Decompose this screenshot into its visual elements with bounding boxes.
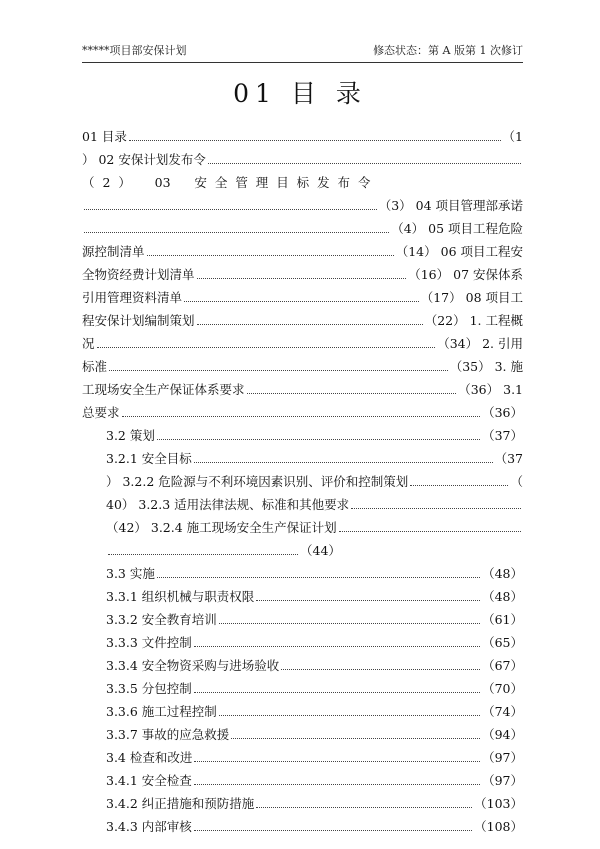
toc-page-number: （48） (482, 566, 523, 581)
toc-line[interactable] (82, 194, 523, 217)
toc-page-number: （16） 07 安保体系 (408, 267, 523, 282)
toc-entry-text: 3.2.1 安全目标 (106, 451, 192, 466)
dot-leader (109, 369, 448, 371)
dot-leader (194, 783, 480, 785)
dot-leader (208, 162, 521, 164)
dot-leader (157, 438, 480, 440)
toc-line[interactable] (82, 286, 523, 309)
dot-leader (219, 622, 480, 624)
toc-line[interactable] (82, 332, 523, 355)
toc-page-number: （44） (300, 543, 341, 558)
dot-leader (157, 576, 480, 578)
toc-line[interactable] (82, 631, 523, 654)
toc-line[interactable] (82, 585, 523, 608)
toc-entry-text: 40） 3.2.3 适用法律法规、标准和其他要求 (106, 497, 350, 512)
toc-page-number: （3） 04 项目管理部承诺 (378, 198, 523, 213)
toc-page-number: （48） (482, 589, 523, 604)
toc-page-number: （ (510, 474, 523, 489)
toc-page-number: （65） (482, 635, 523, 650)
toc-page-number: （97） (482, 750, 523, 765)
toc-line[interactable] (82, 424, 523, 447)
dot-leader (231, 737, 480, 739)
toc-line[interactable] (82, 378, 523, 401)
toc-page-number: （36） (482, 405, 523, 420)
toc-line[interactable] (82, 240, 523, 263)
toc-entry-text: 3.4 检查和改进 (106, 750, 193, 765)
dot-leader (219, 714, 480, 716)
toc-line[interactable] (82, 723, 523, 746)
toc-line[interactable] (82, 677, 523, 700)
dot-leader (194, 829, 472, 831)
toc-page-number: （17） 08 项目工 (420, 290, 523, 305)
toc-entry-text: 3.3.1 组织机械与职责权限 (106, 589, 255, 604)
toc-entry-text: 全物资经费计划清单 (82, 267, 195, 282)
toc-entry-text: 3.3.7 事故的应急救援 (106, 727, 230, 742)
toc-page-number: （14） 06 项目工程安 (395, 244, 523, 259)
toc-entry-text: 3.3 实施 (106, 566, 155, 581)
dot-leader (147, 254, 394, 256)
toc-line[interactable] (82, 562, 523, 585)
toc-line[interactable] (82, 539, 523, 562)
toc-entry-text: 总要求 (82, 405, 120, 420)
toc-line[interactable] (82, 700, 523, 723)
dot-leader (197, 277, 407, 279)
dot-leader (410, 484, 508, 486)
header-project-name: *****项目部安保计划 (82, 44, 187, 57)
header-revision-status: 修态状态：第 A 版第 1 次修订 (373, 44, 523, 57)
toc-line[interactable] (82, 401, 523, 424)
toc-entry-text: 3.4.2 纠正措施和预防措施 (106, 796, 255, 811)
toc-line[interactable] (82, 815, 523, 838)
toc-page-number: （74） (482, 704, 523, 719)
dot-leader (281, 668, 480, 670)
toc-page-number: （4） 05 项目工程危险 (391, 221, 523, 236)
dot-leader (339, 530, 521, 532)
toc-entry-text: 3.3.2 安全教育培训 (106, 612, 217, 627)
toc-line[interactable] (82, 309, 523, 332)
toc-entry-text: 3.4.3 内部审核 (106, 819, 192, 834)
dot-leader (197, 323, 423, 325)
toc-line[interactable] (82, 516, 523, 539)
toc-line[interactable] (82, 792, 523, 815)
toc-entry-text: 3.3.3 文件控制 (106, 635, 192, 650)
dot-leader (256, 806, 472, 808)
toc-entry-text: 01 目录 (82, 129, 127, 144)
dot-leader (247, 392, 457, 394)
dot-leader (108, 553, 298, 555)
toc-entry-text: 工现场安全生产保证体系要求 (82, 382, 245, 397)
toc-page-number: （108） (474, 819, 523, 834)
toc-entry-text: 况 (82, 336, 95, 351)
dot-leader (129, 139, 501, 141)
toc-line[interactable] (82, 148, 523, 171)
page-header (82, 40, 523, 63)
toc-page-number: （94） (482, 727, 523, 742)
toc-page-number: （37 (494, 451, 523, 466)
toc-line[interactable] (82, 171, 523, 194)
dot-leader (184, 300, 419, 302)
toc-page-number: （97） (482, 773, 523, 788)
toc-entry-text: （ 2 ） 03 安 全 管 理 目 标 发 布 令 (82, 175, 371, 190)
toc-entry-text: 源控制清单 (82, 244, 145, 259)
toc-page-number: （1 (502, 129, 523, 144)
toc-entry-text: 3.4.1 安全检查 (106, 773, 192, 788)
toc-page-number: （22） 1. 工程概 (424, 313, 523, 328)
toc-page-number: （61） (482, 612, 523, 627)
toc-line[interactable] (82, 217, 523, 240)
toc-entry-text: ） 02 安保计划发布令 (82, 152, 206, 167)
dot-leader (84, 231, 389, 233)
toc-line[interactable] (82, 769, 523, 792)
dot-leader (194, 691, 480, 693)
toc-entry-text: 3.3.6 施工过程控制 (106, 704, 217, 719)
toc-page-number: （35） 3. 施 (449, 359, 523, 374)
toc-line[interactable] (82, 746, 523, 769)
toc-page-number: （34） 2. 引用 (437, 336, 523, 351)
toc-line[interactable] (82, 125, 523, 148)
toc-entry-text: 3.3.4 安全物资采购与进场验收 (106, 658, 280, 673)
toc-entry-text: （42） 3.2.4 施工现场安全生产保证计划 (106, 520, 337, 535)
toc-entry-text: 标准 (82, 359, 108, 374)
toc-line[interactable] (82, 493, 523, 516)
toc-entry-text: 引用管理资料清单 (82, 290, 183, 305)
toc-line[interactable] (82, 654, 523, 677)
dot-leader (84, 208, 377, 210)
toc-page-number: （67） (482, 658, 523, 673)
toc-page-number: （37） (482, 428, 523, 443)
dot-leader (351, 507, 521, 509)
dot-leader (194, 645, 480, 647)
toc-line[interactable] (82, 447, 523, 470)
toc-line[interactable] (82, 355, 523, 378)
toc-entry-text: 3.2 策划 (106, 428, 155, 443)
toc-page-number: （70） (482, 681, 523, 696)
table-of-contents (82, 125, 523, 838)
toc-entry-text: ） 3.2.2 危险源与不利环境因素识别、评价和控制策划 (106, 474, 409, 489)
dot-leader (256, 599, 480, 601)
dot-leader (194, 461, 493, 463)
toc-page-number: （36） 3.1 (458, 382, 523, 397)
toc-line[interactable] (82, 608, 523, 631)
toc-page-number: （103） (474, 796, 523, 811)
toc-entry-text: 程安保计划编制策划 (82, 313, 195, 328)
toc-line[interactable] (82, 470, 523, 493)
page-title: 01 目 录 (233, 79, 367, 108)
toc-line[interactable] (82, 263, 523, 286)
dot-leader (97, 346, 436, 348)
dot-leader (122, 415, 481, 417)
dot-leader (194, 760, 480, 762)
toc-entry-text: 3.3.5 分包控制 (106, 681, 192, 696)
